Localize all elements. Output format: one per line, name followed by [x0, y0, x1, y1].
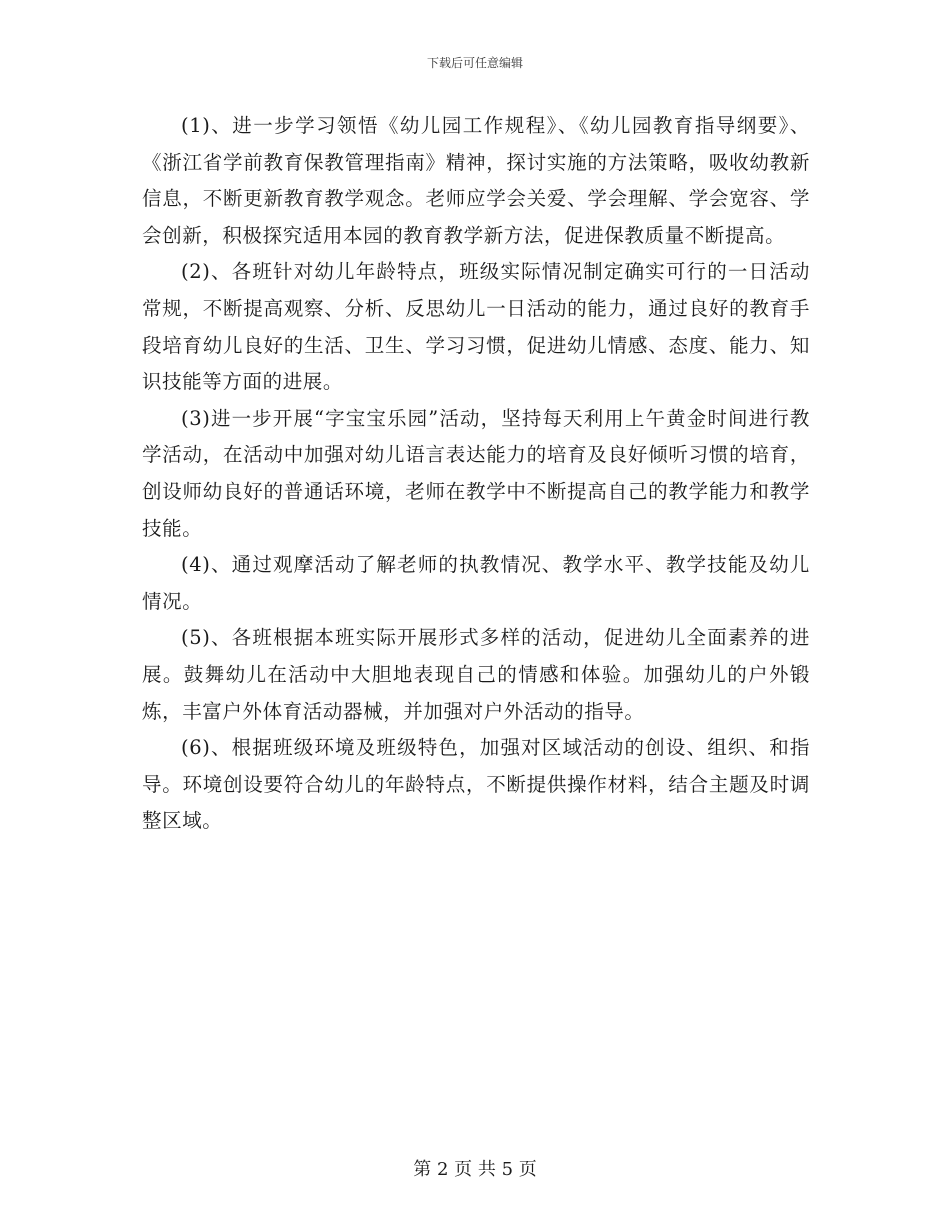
paragraph-2: (2)、各班针对幼儿年龄特点，班级实际情况制定确实可行的一日活动常规，不断提高观察、分析、反思幼儿一日活动的能力，通过良好的教育手段培育幼儿良好的生活、卫生、学习习惯，促进幼儿情感、态度、能力、知识技能等方面的进展。	[142, 260, 810, 394]
paragraph-3: (3)进一步开展“字宝宝乐园”活动，坚持每天利用上午黄金时间进行教学活动，在活动中加强对幼儿语言表达能力的培育及良好倾听习惯的培育，创设师幼良好的普通话环境，老师在教学中不断提高自己的教学能力和教学技能。	[142, 406, 810, 540]
page-number-footer: 第 2 页 共 5 页	[413, 1159, 537, 1180]
paragraph-6: (6)、根据班级环境及班级特色，加强对区域活动的创设、组织、和指导。环境创设要符合幼儿的年龄特点，不断提供操作材料，结合主题及时调整区域。	[142, 736, 810, 833]
paragraph-5: (5)、各班根据本班实际开展形式多样的活动，促进幼儿全面素养的进展。鼓舞幼儿在活动中大胆地表现自己的情感和体验。加强幼儿的户外锻炼，丰富户外体育活动器械，并加强对户外活动的指导。	[142, 626, 810, 723]
paragraph-4: (4)、通过观摩活动了解老师的执教情况、教学水平、教学技能及幼儿情况。	[142, 553, 810, 613]
document-body	[142, 108, 810, 840]
paragraph-1: (1)、进一步学习领悟《幼儿园工作规程》、《幼儿园教育指导纲要》、《浙江省学前教育保教管理指南》精神，探讨实施的方法策略，吸收幼教新信息，不断更新教育教学观念。老师应学会关爱、学会理解、学会宽容、学会创新，积极探究适用本园的教育教学新方法，促进保教质量不断提高。	[142, 114, 810, 247]
page-header: 下载后可任意编辑	[426, 56, 523, 70]
